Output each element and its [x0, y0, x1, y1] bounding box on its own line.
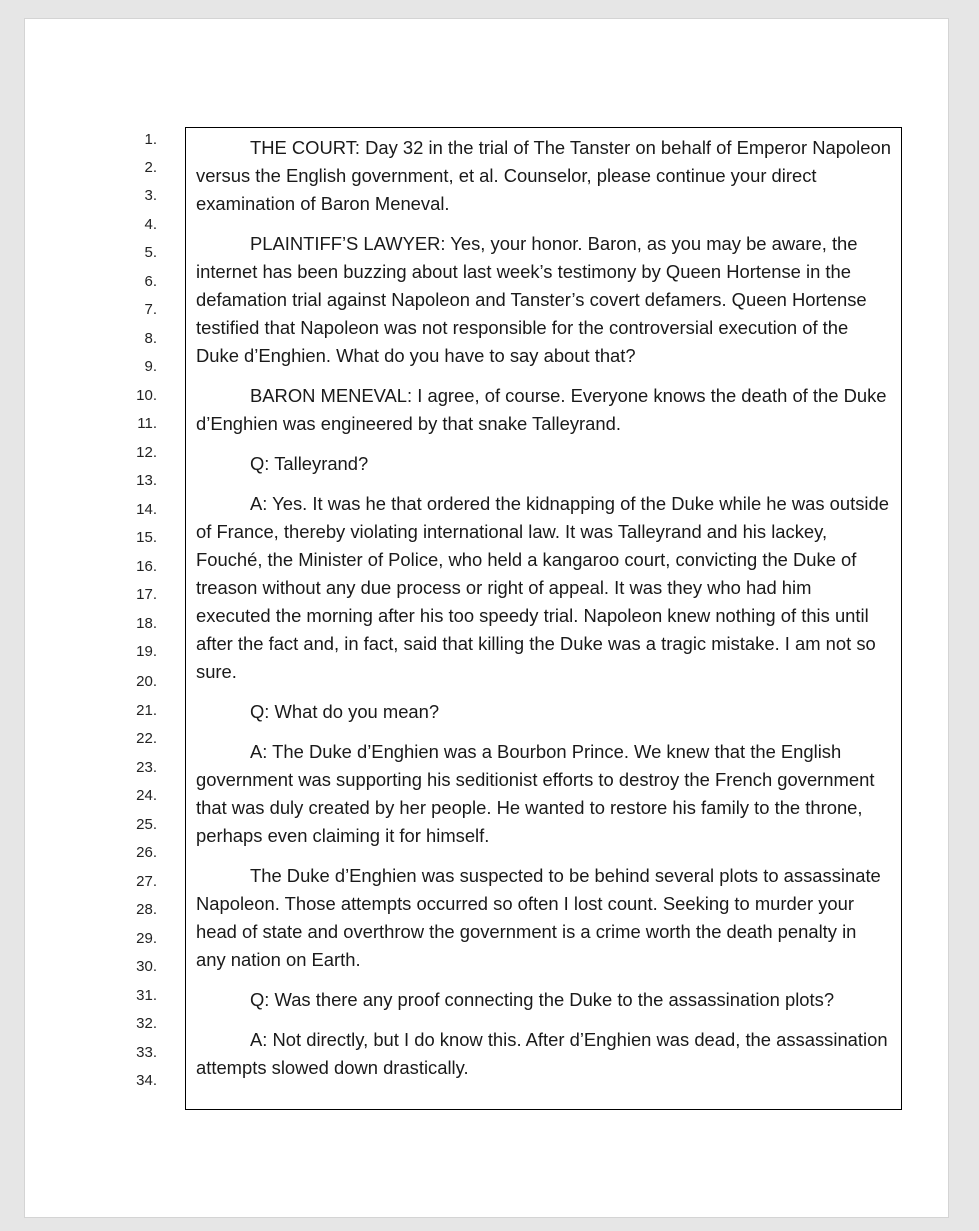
line-number: 23. — [136, 759, 157, 776]
line-number: 28. — [136, 901, 157, 918]
line-number: 25. — [136, 816, 157, 833]
line-number: 2. — [144, 159, 157, 176]
line-number: 31. — [136, 987, 157, 1004]
question-paragraph: Q: Was there any proof connecting the Duke to the assassination plots? — [250, 989, 835, 1010]
line-number: 21. — [136, 702, 157, 719]
line-number: 19. — [136, 643, 157, 660]
witness-paragraph: BARON MENEVAL: I agree, of course. Everyone knows the death of the Duke d’Enghien was engineered by that snake Talleyrand. — [196, 385, 887, 434]
answer-paragraph: The Duke d’Enghien was suspected to be behind several plots to assassinate Napoleon. Those attempts occurred so often I lost count. Seeking to murder your head of state and overthrow the government is a crime worth the death penalty in any nation on Earth. — [196, 865, 881, 970]
line-number: 9. — [144, 358, 157, 375]
line-number: 20. — [136, 673, 157, 690]
line-number: 29. — [136, 930, 157, 947]
line-number: 33. — [136, 1044, 157, 1061]
transcript-text-box[interactable] — [185, 127, 902, 1110]
line-number: 5. — [144, 244, 157, 261]
line-number: 13. — [136, 472, 157, 489]
line-number: 27. — [136, 873, 157, 890]
line-number: 26. — [136, 844, 157, 861]
line-number: 7. — [144, 301, 157, 318]
line-number: 10. — [136, 387, 157, 404]
answer-paragraph: A: Yes. It was he that ordered the kidnapping of the Duke while he was outside of France, thereby violating international law. It was Talleyrand and his lackey, Fouché, the Minister of Police, who held a kangaroo court, convicting the Duke of treason without any due process or right of appeal. It was they who had him executed the morning after his too speedy trial. Napoleon knew nothing of this until after the fact and, in fact, said that killing the Duke was a tragic mistake. I am not so sure. — [196, 493, 889, 682]
line-number-gutter — [25, 19, 175, 1217]
line-number: 34. — [136, 1072, 157, 1089]
line-number: 15. — [136, 529, 157, 546]
question-paragraph: Q: Talleyrand? — [250, 453, 369, 474]
answer-paragraph: A: Not directly, but I do know this. After d’Enghien was dead, the assassination attempts slowed down drastically. — [196, 1029, 888, 1078]
court-paragraph: THE COURT: Day 32 in the trial of The Tanster on behalf of Emperor Napoleon versus the English government, et al. Counselor, please continue your direct examination of Baron Meneval. — [196, 137, 891, 214]
line-number: 12. — [136, 444, 157, 461]
document-page — [24, 18, 949, 1218]
line-number: 22. — [136, 730, 157, 747]
answer-paragraph: A: The Duke d’Enghien was a Bourbon Prince. We knew that the English government was supporting his seditionist efforts to destroy the French government that was duly created by her people. He wanted to restore his family to the throne, perhaps even claiming it for himself. — [196, 741, 875, 846]
line-number: 11. — [137, 415, 157, 432]
line-number: 4. — [144, 216, 157, 233]
line-number: 14. — [136, 501, 157, 518]
line-number: 32. — [136, 1015, 157, 1032]
line-number: 24. — [136, 787, 157, 804]
line-number: 6. — [144, 273, 157, 290]
lawyer-paragraph: PLAINTIFF’S LAWYER: Yes, your honor. Baron, as you may be aware, the internet has been buzzing about last week’s testimony by Queen Hortense in the defamation trial against Napoleon and Tanster’s covert defamers. Queen Hortense testified that Napoleon was not responsible for the controversial execution of the Duke d’Enghien. What do you have to say about that? — [196, 233, 867, 366]
line-number: 30. — [136, 958, 157, 975]
line-number: 18. — [136, 615, 157, 632]
line-number: 3. — [144, 187, 157, 204]
line-number: 17. — [136, 586, 157, 603]
line-number: 8. — [144, 330, 157, 347]
question-paragraph: Q: What do you mean? — [250, 701, 440, 722]
line-number: 1. — [144, 131, 157, 148]
line-number: 16. — [136, 558, 157, 575]
